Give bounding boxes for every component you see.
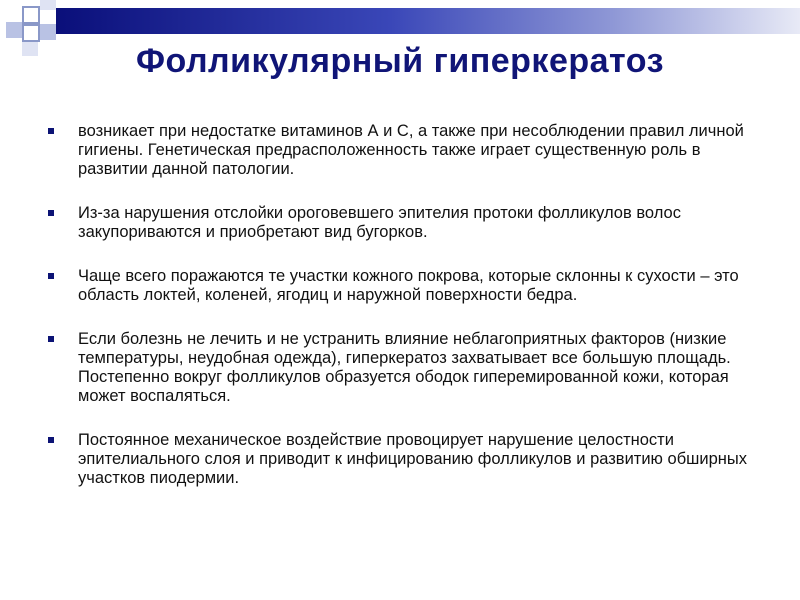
list-item xyxy=(48,122,748,179)
square-bullet-icon xyxy=(48,210,54,216)
square-bullet-icon xyxy=(48,128,54,134)
list-item-text: Постоянное механическое воздействие провоцирует нарушение целостности эпителиального слоя и приводит к инфицированию фолликулов и развитию обширных участков пиодермии. xyxy=(78,431,747,487)
corner-square xyxy=(40,24,56,40)
corner-square xyxy=(22,24,40,42)
list-item-text: Чаще всего поражаются те участки кожного покрова, которые склонны к сухости – это область локтей, коленей, ягодиц и наружной поверхности бедра. xyxy=(78,267,739,304)
list-item xyxy=(48,330,748,406)
corner-square xyxy=(6,22,22,38)
corner-square xyxy=(40,0,56,10)
list-item-text: Если болезнь не лечить и не устранить влияние неблагоприятных факторов (низкие температуры, неудобная одежда), гиперкератоз захватывает все большую площадь. Постепенно вокруг фолликулов образуется ободок гиперемированной кожи, которая может воспаляться. xyxy=(78,330,731,405)
square-bullet-icon xyxy=(48,273,54,279)
list-item xyxy=(48,204,748,242)
slide-title: Фолликулярный гиперкератоз xyxy=(136,42,664,80)
square-bullet-icon xyxy=(48,437,54,443)
bullet-list xyxy=(48,122,748,513)
list-item xyxy=(48,431,748,488)
list-item xyxy=(48,267,748,305)
corner-square xyxy=(22,6,40,24)
square-bullet-icon xyxy=(48,336,54,342)
list-item-text: возникает при недостатке витаминов А и С, а также при несоблюдении правил личной гигиены. Генетическая предрасположенность также играет существенную роль в развитии данной патологии. xyxy=(78,122,744,178)
header-gradient-bar xyxy=(56,8,800,34)
list-item-text: Из-за нарушения отслойки ороговевшего эпителия протоки фолликулов волос закупориваются и приобретают вид бугорков. xyxy=(78,204,681,241)
